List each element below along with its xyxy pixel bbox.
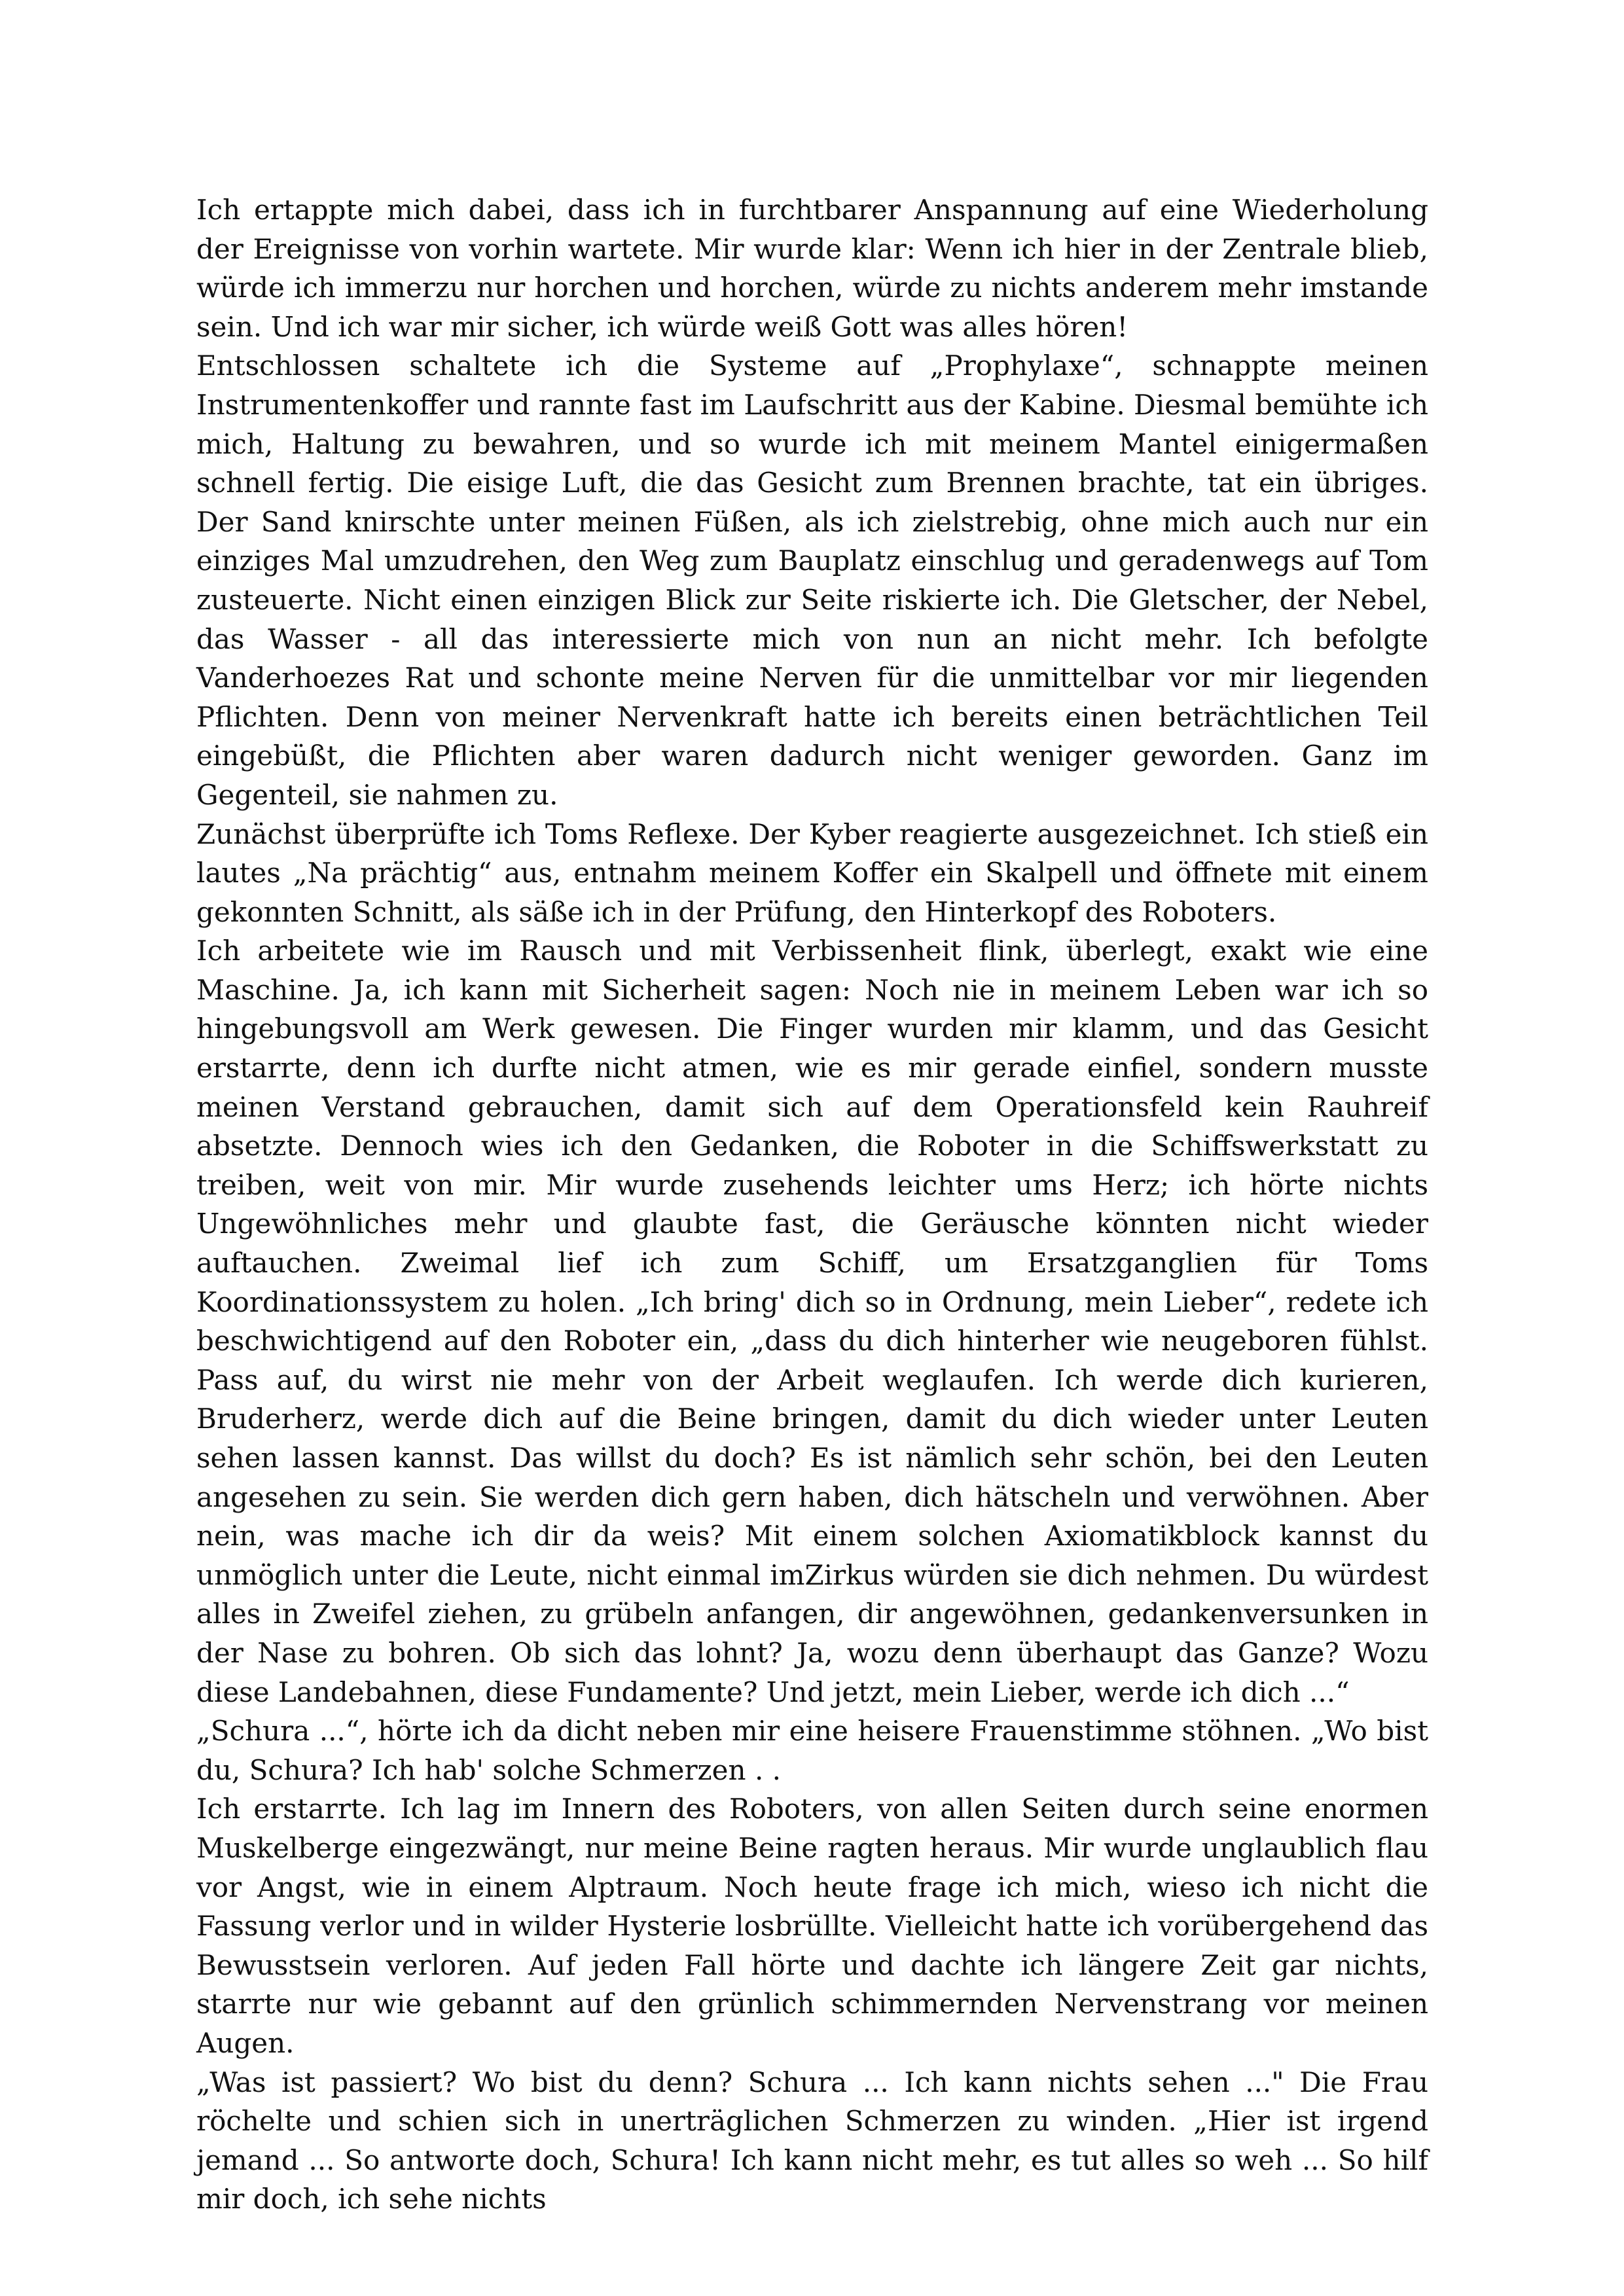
paragraph-1: Ich ertappte mich dabei, dass ich in furchtbarer Anspannung auf eine Wiederholung der Ereignisse von vorhin wartete. Mir wurde klar: Wenn ich hier in der Zentrale blieb, würde ich immerzu nur horchen und horchen, würde zu nichts anderem mehr imstande sein. Und ich war mir sicher, ich würde weiß Gott was alles hören! [196, 194, 1428, 343]
paragraph-7: „Was ist passiert? Wo bist du denn? Schura ... Ich kann nichts sehen ..." Die Frau röchelte und schien sich in unerträglichen Schmerzen zu winden. „Hier ist irgend jemand ... So antworte doch, Schura! Ich kann nicht mehr, es tut alles so weh ... So hilf mir doch, ich sehe nichts [196, 2066, 1428, 2215]
document-page [196, 190, 1428, 2219]
paragraph-4: Ich arbeitete wie im Rausch und mit Verbissenheit flink, überlegt, exakt wie eine Maschine. Ja, ich kann mit Sicherheit sagen: Noch nie in meinem Leben war ich so hingebungsvoll am Werk gewesen. Die Finger wurden mir klamm, und das Gesicht erstarrte, denn ich durfte nicht atmen, wie es mir gerade einfiel, sondern musste meinen Verstand gebrauchen, damit sich auf dem Operationsfeld kein Rauhreif absetzte. Dennoch wies ich den Gedanken, die Roboter in die Schiffswerkstatt zu treiben, weit von mir. Mir wurde zusehends leichter ums Herz; ich hörte nichts Ungewöhnliches mehr und glaubte fast, die Geräusche könnten nicht wieder auftauchen. Zweimal lief ich zum Schiff, um Ersatzganglien für Toms Koordinationssystem zu holen. „Ich bring' dich so in Ordnung, mein Lieber“, redete ich beschwichtigend auf den Roboter ein, „dass du dich hinterher wie neugeboren fühlst. Pass auf, du wirst nie mehr von der Arbeit weglaufen. Ich werde dich kurieren, Bruderherz, werde dich auf die Beine bringen, damit du dich wieder unter Leuten sehen lassen kannst. Das willst du doch? Es ist nämlich sehr schön, bei den Leuten angesehen zu sein. Sie werden dich gern haben, dich hätscheln und verwöhnen. Aber nein, was mache ich dir da weis? Mit einem solchen Axiomatikblock kannst du unmöglich unter die Leute, nicht einmal imZirkus würden sie dich nehmen. Du würdest alles in Zweifel ziehen, zu grübeln anfangen, dir angewöhnen, gedankenversunken in der Nase zu bohren. Ob sich das lohnt? Ja, wozu denn überhaupt das Ganze? Wozu diese Landebahnen, diese Fundamente? Und jetzt, mein Lieber, werde ich dich ...“ [196, 935, 1428, 1708]
paragraph-2: Entschlossen schaltete ich die Systeme auf „Prophylaxe“, schnappte meinen Instrumentenkoffer und rannte fast im Laufschritt aus der Kabine. Diesmal bemühte ich mich, Haltung zu bewahren, und so wurde ich mit meinem Mantel einigermaßen schnell fertig. Die eisige Luft, die das Gesicht zum Brennen brachte, tat ein übriges. Der Sand knirschte unter meinen Füßen, als ich zielstrebig, ohne mich auch nur ein einziges Mal umzudrehen, den Weg zum Bauplatz einschlug und geradenwegs auf Tom zusteuerte. Nicht einen einzigen Blick zur Seite riskierte ich. Die Gletscher, der Nebel, das Wasser - all das interessierte mich von nun an nicht mehr. Ich befolgte Vanderhoezes Rat und schonte meine Nerven für die unmittelbar vor mir liegenden Pflichten. Denn von meiner Nervenkraft hatte ich bereits einen beträchtlichen Teil eingebüßt, die Pflichten aber waren dadurch nicht weniger geworden. Ganz im Gegenteil, sie nahmen zu. [196, 350, 1428, 811]
paragraph-3: Zunächst überprüfte ich Toms Reflexe. Der Kyber reagierte ausgezeichnet. Ich stieß ein lautes „Na prächtig“ aus, entnahm meinem Koffer ein Skalpell und öffnete mit einem gekonnten Schnitt, als säße ich in der Prüfung, den Hinterkopf des Roboters. [196, 817, 1428, 928]
paragraph-5: „Schura ...“, hörte ich da dicht neben mir eine heisere Frauenstimme stöhnen. „Wo bist du, Schura? Ich hab' solche Schmerzen . . [196, 1715, 1428, 1786]
paragraph-6: Ich erstarrte. Ich lag im Innern des Roboters, von allen Seiten durch seine enormen Muskelberge eingezwängt, nur meine Beine ragten heraus. Mir wurde unglaublich flau vor Angst, wie in einem Alptraum. Noch heute frage ich mich, wieso ich nicht die Fassung verlor und in wilder Hysterie losbrüllte. Vielleicht hatte ich vorübergehend das Bewusstsein verloren. Auf jeden Fall hörte und dachte ich längere Zeit gar nichts, starrte nur wie gebannt auf den grünlich schimmernden Nervenstrang vor meinen Augen. [196, 1793, 1428, 2059]
